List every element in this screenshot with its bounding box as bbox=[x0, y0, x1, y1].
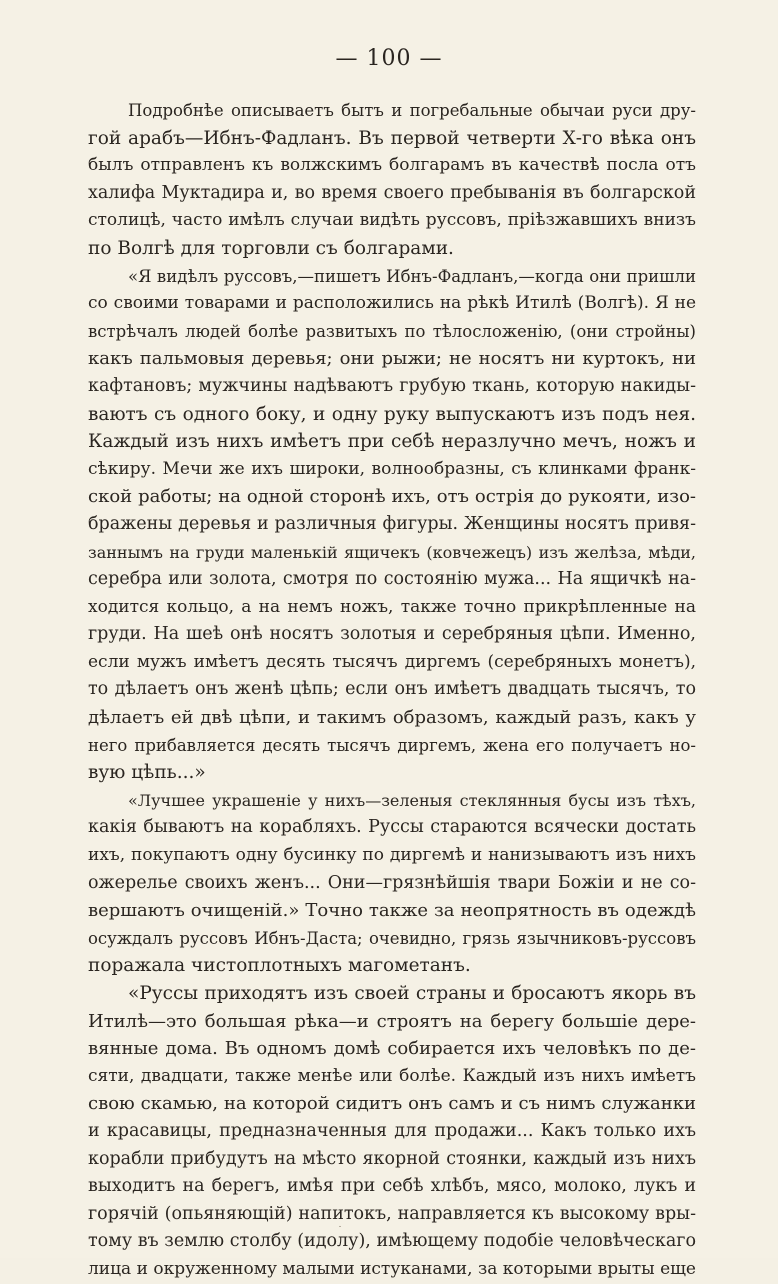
text-line: лица и окруженному малыми истуканами, за которыми врыты еще bbox=[88, 1258, 696, 1279]
text-line: «Я видѣлъ руссовъ,—пишетъ Ибнъ-Фадланъ,—когда они пришли bbox=[128, 266, 696, 286]
text-line: поражала чистоплотныхъ магометанъ. bbox=[88, 955, 471, 977]
text-line: и красавицы, предназначенныя для продажи... Какъ только ихъ bbox=[88, 1120, 696, 1141]
text-line: заннымъ на груди маленькій ящичекъ (ковчежецъ) изъ желѣза, мѣди, bbox=[88, 542, 696, 562]
text-line: если мужъ имѣетъ десять тысячъ диргемъ (серебряныхъ монетъ), bbox=[88, 651, 696, 672]
text-line: Подробнѣе описываетъ бытъ и погребальные обычаи руси дру- bbox=[128, 101, 696, 120]
text-line: вую цѣпь...» bbox=[88, 762, 206, 784]
text-line: по Волгѣ для торговли съ болгарами. bbox=[88, 237, 454, 259]
text-line: выходитъ на берегъ, имѣя при себѣ хлѣбъ, мясо, молоко, лукъ и bbox=[88, 1176, 696, 1197]
page-number: — 100 — bbox=[335, 46, 443, 71]
text-line: вершаютъ очищеній.» Точно также за неопрятность въ одеждѣ bbox=[88, 900, 696, 922]
text-line: Итилѣ—это большая рѣка—и строятъ на берегу большіе дере- bbox=[88, 1010, 696, 1032]
text-line: столицѣ, часто имѣлъ случаи видѣть руссовъ, пріѣзжавшихъ внизъ bbox=[88, 210, 696, 231]
text-line: какія бываютъ на корабляхъ. Руссы стараются всячески достать bbox=[88, 817, 696, 838]
text-line: ихъ, покупаютъ одну бусинку по диргемѣ и нанизываютъ изъ нихъ bbox=[88, 845, 696, 866]
text-line: Каждый изъ нихъ имѣетъ при себѣ неразлучно мечъ, ножъ и bbox=[88, 431, 696, 453]
text-line: бражены деревья и различныя фигуры. Женщины носятъ привя- bbox=[88, 513, 696, 534]
text-line: ходится кольцо, а на немъ ножъ, также точно прикрѣпленные на bbox=[88, 596, 696, 617]
text-line: ожерелье своихъ женъ... Они—грязнѣйшія твари Божіи и не со- bbox=[88, 872, 696, 893]
text-line: корабли прибудутъ на мѣсто якорной стоянки, каждый изъ нихъ bbox=[88, 1148, 696, 1169]
text-line: тому въ землю столбу (идолу), имѣющему подобіе человѣческаго bbox=[88, 1231, 696, 1252]
text-line: какъ пальмовыя деревья; они рыжи; не носятъ ни куртокъ, ни bbox=[88, 348, 696, 370]
text-line: вянные дома. Въ одномъ домѣ собирается ихъ человѣкъ по де- bbox=[88, 1038, 696, 1060]
text-line: «Руссы приходятъ изъ своей страны и бросаютъ якорь въ bbox=[128, 983, 696, 1004]
text-line: горячій (опьяняющій) напитокъ, направляется къ высокому вры- bbox=[88, 1203, 696, 1224]
text-line: груди. На шеѣ онѣ носятъ золотыя и серебряныя цѣпи. Именно, bbox=[88, 624, 696, 645]
body-text bbox=[88, 97, 696, 1284]
text-line: свою скамью, на которой сидитъ онъ самъ и съ нимъ служанки bbox=[88, 1093, 696, 1115]
text-line: халифа Муктадира и, во время своего пребыванія въ болгарской bbox=[88, 182, 696, 203]
text-line: серебра или золота, смотря по состоянію мужа... На ящичкѣ на- bbox=[88, 569, 696, 590]
text-line: сѣкиру. Мечи же ихъ широки, волнообразны, съ клинками франк- bbox=[88, 458, 696, 479]
text-line: него прибавляется десять тысячъ диргемъ, жена его получаетъ но- bbox=[88, 735, 696, 755]
text-line: ваютъ съ одного боку, и одну руку выпускаютъ изъ подъ нея. bbox=[88, 403, 696, 425]
text-line: осуждалъ руссовъ Ибнъ-Даста; очевидно, грязь язычниковъ-руссовъ bbox=[88, 928, 696, 948]
text-line: встрѣчалъ людей болѣе развитыхъ по тѣлосложенію, (они стройны) bbox=[88, 321, 696, 341]
text-line: былъ отправленъ къ волжскимъ болгарамъ въ качествѣ посла отъ bbox=[88, 155, 696, 176]
text-line: кафтановъ; мужчины надѣваютъ грубую ткань, которую накиды- bbox=[88, 375, 696, 396]
text-line: сяти, двадцати, также менѣе или болѣе. Каждый изъ нихъ имѣетъ bbox=[88, 1065, 696, 1086]
text-line: то дѣлаетъ онъ женѣ цѣпь; если онъ имѣетъ двадцать тысячъ, то bbox=[88, 679, 696, 700]
text-line: ской работы; на одной сторонѣ ихъ, отъ острія до рукояти, изо- bbox=[88, 486, 696, 508]
text-line: гой арабъ—Ибнъ-Фадланъ. Въ первой четверти Х-го вѣка онъ bbox=[88, 127, 696, 149]
text-line: со своими товарами и расположились на рѣкѣ Итилѣ (Волгѣ). Я не bbox=[88, 293, 696, 314]
text-line: «Лучшее украшеніе у нихъ—зеленыя стеклянныя бусы изъ тѣхъ, bbox=[128, 790, 696, 810]
text-line: дѣлаетъ ей двѣ цѣпи, и такимъ образомъ, каждый разъ, какъ у bbox=[88, 707, 696, 729]
